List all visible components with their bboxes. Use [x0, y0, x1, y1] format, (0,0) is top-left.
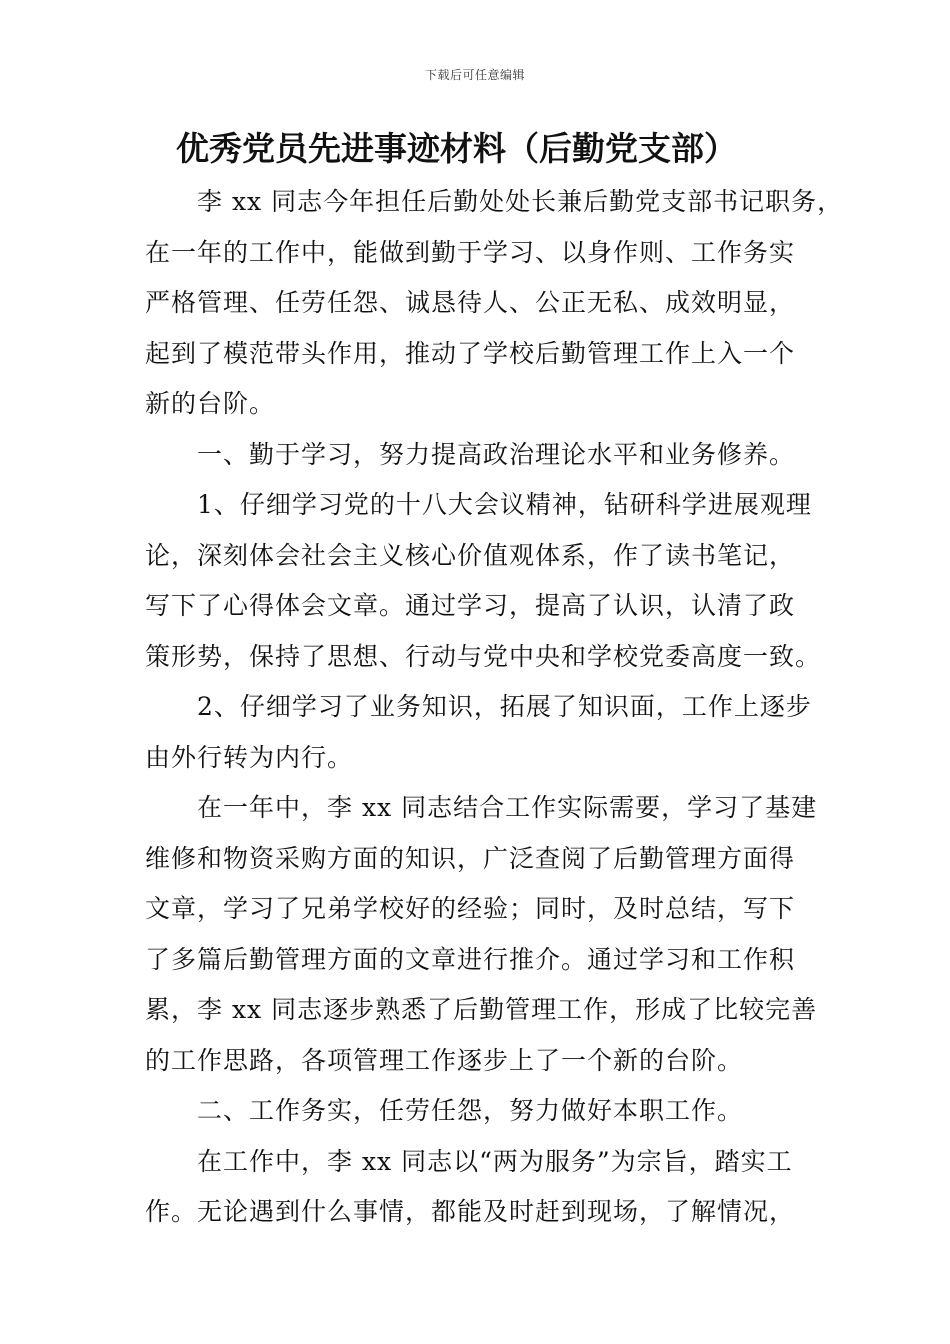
text-line: 写下了心得体会文章。通过学习，提高了认识，认清了政 [145, 591, 796, 620]
text-line: 维修和物资采购方面的知识，广泛查阅了后勤管理方面得 [145, 843, 796, 873]
document-title: 优秀党员先进事迹材料（后勤党支部） [176, 129, 737, 168]
text-line: 由外行转为内行。 [145, 742, 354, 772]
text-line: 新的台阶。 [145, 389, 276, 418]
text-line: 2、仔细学习了业务知识，拓展了知识面，工作上逐步 [197, 692, 812, 721]
text-line: 在一年中，李 xx 同志结合工作实际需要，学习了基建 [197, 793, 818, 822]
text-line: 累，李 xx 同志逐步熟悉了后勤管理工作，形成了比较完善 [145, 995, 818, 1024]
text-line: 在一年的工作中，能做到勤于学习、以身作则、工作务实 [145, 237, 796, 267]
text-line: 一、勤于学习，努力提高政治理论水平和业务修养。 [197, 439, 796, 469]
text-line: 在工作中，李 xx 同志以“两为服务”为宗旨，踏实工 [197, 1146, 793, 1176]
text-line: 策形势，保持了思想、行动与党中央和学校党委高度一致。 [145, 641, 822, 671]
text-line: 严格管理、任劳任怨、诚恳待人、公正无私、成效明显， [145, 288, 796, 317]
text-line: 1、仔细学习党的十八大会议精神，钻研科学进展观理 [197, 490, 812, 519]
text-line: 二、工作务实，任劳任怨，努力做好本职工作。 [197, 1096, 744, 1125]
text-line: 起到了模范带头作用，推动了学校后勤管理工作上入一个 [145, 338, 796, 368]
body-text [145, 177, 844, 1238]
text-line: 李 xx 同志今年担任后勤处处长兼后勤党支部书记职务， [197, 187, 844, 216]
header-note: 下载后可任意编辑 [424, 68, 525, 82]
text-line: 作。无论遇到什么事情，都能及时赶到现场，了解情况， [145, 1197, 796, 1226]
text-line: 文章，学习了兄弟学校好的经验；同时，及时总结，写下 [145, 894, 796, 923]
text-line: 的工作思路，各项管理工作逐步上了一个新的台阶。 [145, 1045, 744, 1075]
text-line: 论，深刻体会社会主义核心价值观体系，作了读书笔记， [145, 540, 796, 570]
text-line: 了多篇后勤管理方面的文章进行推介。通过学习和工作积 [145, 944, 796, 974]
